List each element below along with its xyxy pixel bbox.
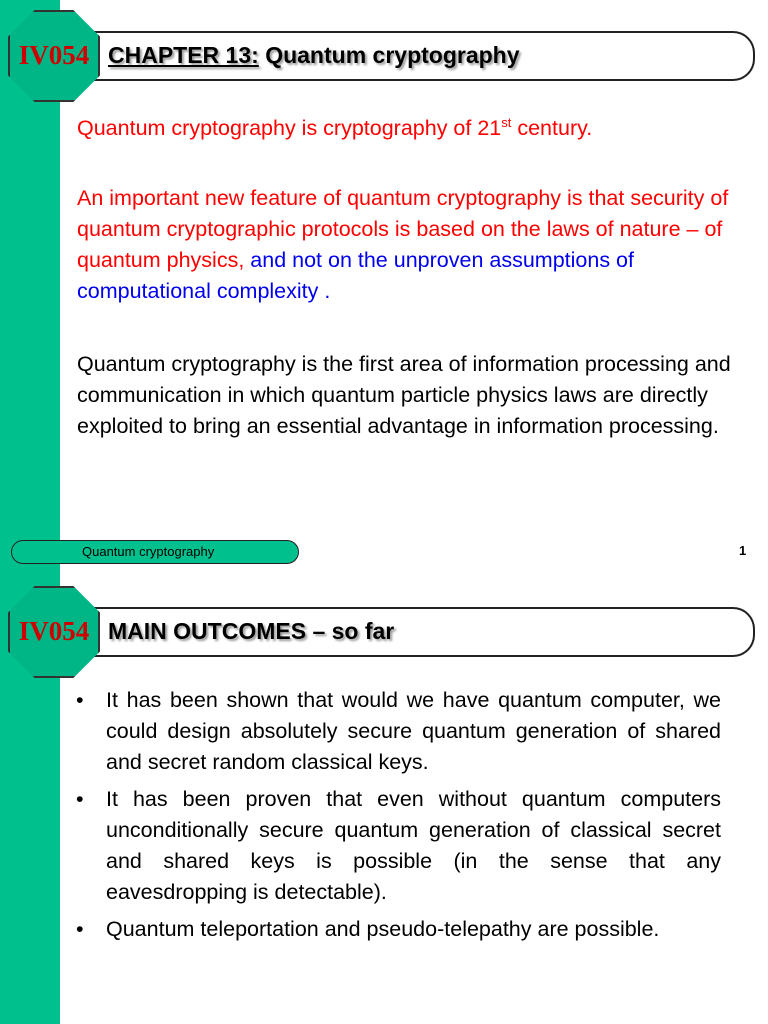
footer-label: Quantum cryptography: [82, 544, 215, 559]
bullet-icon: •: [76, 787, 84, 811]
list-item-text: Quantum teleportation and pseudo-telepathy are possible.: [106, 917, 660, 941]
slide-2-title: MAIN OUTCOMES – so far: [108, 618, 395, 644]
slide-2-course-code: IV054: [18, 616, 90, 646]
intro-superscript: st: [501, 114, 512, 130]
list-item: [76, 784, 721, 908]
slide-1-title: [108, 42, 520, 69]
bullet-icon: •: [76, 917, 84, 941]
chapter-title: Quantum cryptography: [258, 42, 520, 68]
page-number: 1: [739, 543, 747, 558]
intro-text: Quantum cryptography is cryptography of 21: [77, 116, 502, 140]
intro-text-end: century.: [511, 116, 593, 140]
slide-2: [0, 575, 768, 1024]
slide-1-course-code: IV054: [18, 40, 90, 70]
bullet-icon: •: [76, 688, 84, 712]
list-item: [76, 914, 721, 945]
paragraph-intro: [77, 113, 737, 144]
paragraph-feature: [77, 183, 737, 307]
feature-red-text: An important new feature of quantum cryptography is that security of quantum cryptographic protocols is based on the laws of nature – of quantum physics,: [77, 186, 729, 272]
list-item-text: It has been proven that even without quantum computers unconditionally secure quantum generation of classical secret and shared keys is possible (in the sense that any eavesdropping is detectable).: [106, 787, 721, 904]
list-item: [76, 685, 721, 778]
outcomes-list: [76, 685, 721, 951]
chapter-label: CHAPTER 13:: [108, 42, 259, 68]
list-item-text: It has been shown that would we have quantum computer, we could design absolutely secure quantum generation of shared and secret random classical keys.: [106, 688, 721, 774]
paragraph-first-area: Quantum cryptography is the first area of information processing and communication in which quantum particle physics laws are directly exploited to bring an essential advantage in information processing.: [77, 352, 731, 438]
feature-blue-text: and not on the unproven assumptions of computational complexity .: [77, 248, 634, 303]
